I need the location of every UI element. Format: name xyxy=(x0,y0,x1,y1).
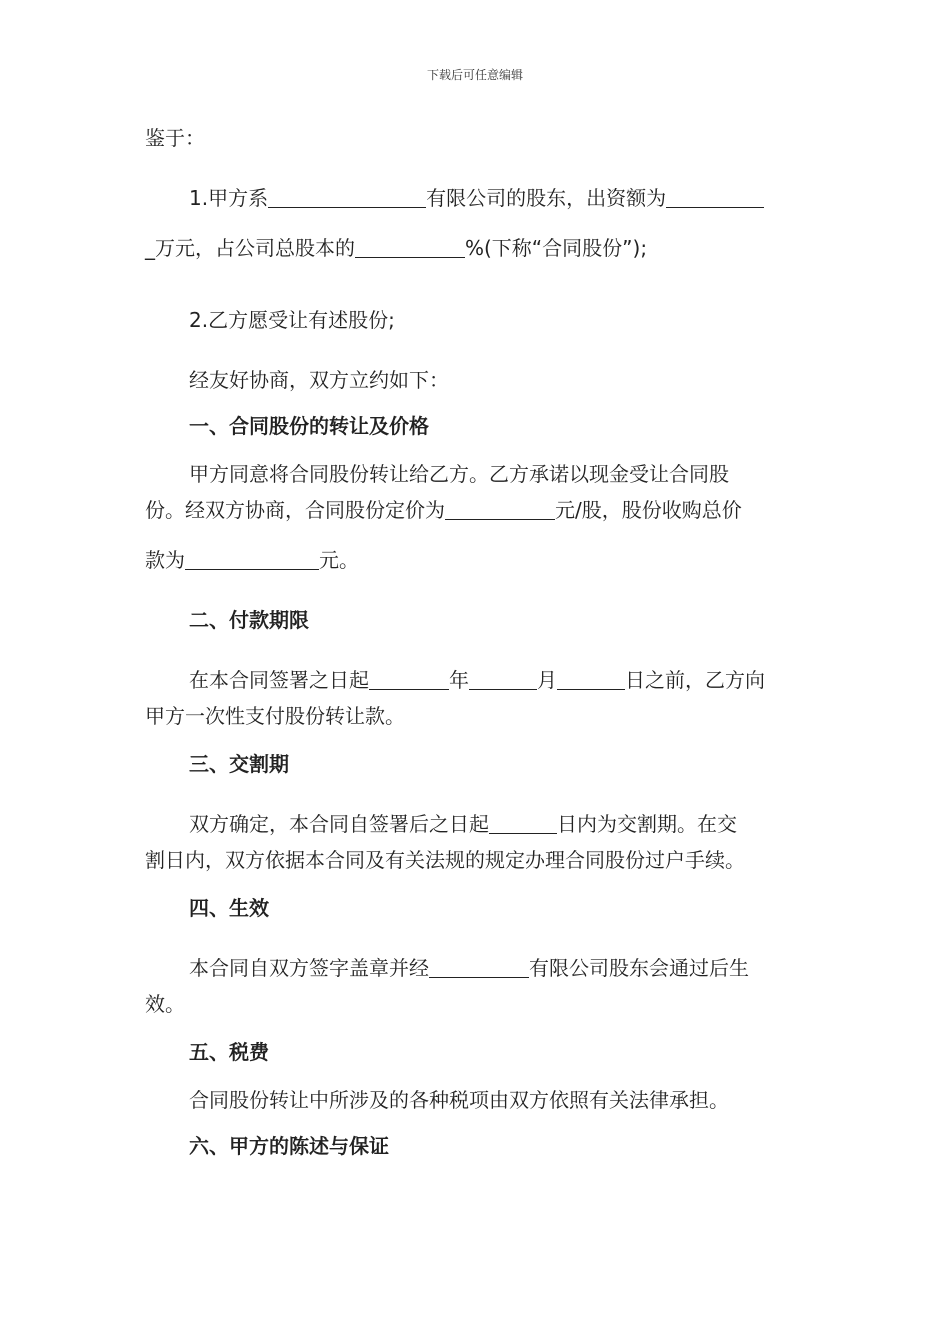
company-name-blank xyxy=(268,187,426,208)
section-4-heading: 四、生效 xyxy=(189,896,269,920)
section-1-heading: 一、合同股份的转让及价格 xyxy=(189,414,429,438)
section-2-para-line-1 xyxy=(189,668,765,692)
item-2: 2.乙方愿受让有述股份; xyxy=(189,308,395,332)
agreement-intro: 经友好协商，双方立约如下： xyxy=(189,368,449,392)
item-1-text-a: 1.甲方系 xyxy=(189,186,269,210)
section-3-text-b: 日内为交割期。在交 xyxy=(557,812,737,836)
section-2-text-b: 年 xyxy=(449,668,469,692)
section-4-text-b: 有限公司股东会通过后生 xyxy=(529,956,749,980)
day-blank xyxy=(557,669,625,690)
item-1-text-c: _万元，占公司总股本的 xyxy=(145,236,355,260)
share-percent-blank xyxy=(355,237,465,258)
section-1-para-line-1: 甲方同意将合同股份转让给乙方。乙方承诺以现金受让合同股 xyxy=(189,462,729,486)
total-price-blank xyxy=(185,549,319,570)
section-5-heading: 五、税费 xyxy=(189,1040,269,1064)
header-note: 下载后可任意编辑 xyxy=(426,68,523,82)
section-1-text-b: 元/股，股份收购总价 xyxy=(555,498,742,522)
section-1-text-a: 份。经双方协商，合同股份定价为 xyxy=(145,498,445,522)
section-2-text-d: 日之前，乙方向 xyxy=(625,668,765,692)
company-blank xyxy=(429,957,529,978)
section-4-text-a: 本合同自双方签字盖章并经 xyxy=(189,956,429,980)
item-1-text-b: 有限公司的股东，出资额为 xyxy=(426,186,667,210)
item-1-text-d: %(下称“合同股份”); xyxy=(465,236,648,260)
item-1-line-1 xyxy=(189,186,764,210)
section-3-para-line-2: 割日内，双方依据本合同及有关法规的规定办理合同股份过户手续。 xyxy=(145,848,745,872)
section-1-text-d: 元。 xyxy=(319,548,359,572)
item-1-line-2 xyxy=(145,236,647,260)
section-2-text-c: 月 xyxy=(537,668,557,692)
section-1-para-line-2 xyxy=(145,498,742,522)
whereas-label: 鉴于： xyxy=(145,126,205,150)
section-2-para-line-2: 甲方一次性支付股份转让款。 xyxy=(145,704,405,728)
section-2-text-a: 在本合同签署之日起 xyxy=(189,668,369,692)
section-3-para-line-1 xyxy=(189,812,737,836)
section-2-heading: 二、付款期限 xyxy=(189,608,309,632)
month-blank xyxy=(469,669,537,690)
section-3-text-a: 双方确定，本合同自签署后之日起 xyxy=(189,812,489,836)
days-blank xyxy=(489,813,557,834)
section-3-heading: 三、交割期 xyxy=(189,752,289,776)
section-4-para-line-2: 效。 xyxy=(145,992,185,1016)
capital-amount-blank xyxy=(666,187,764,208)
section-4-para-line-1 xyxy=(189,956,749,980)
section-1-para-line-3 xyxy=(145,548,359,572)
year-blank xyxy=(369,669,449,690)
price-per-share-blank xyxy=(445,499,555,520)
section-5-para: 合同股份转让中所涉及的各种税项由双方依照有关法律承担。 xyxy=(189,1088,729,1112)
section-6-heading: 六、甲方的陈述与保证 xyxy=(189,1134,389,1158)
section-1-text-c: 款为 xyxy=(145,548,185,572)
